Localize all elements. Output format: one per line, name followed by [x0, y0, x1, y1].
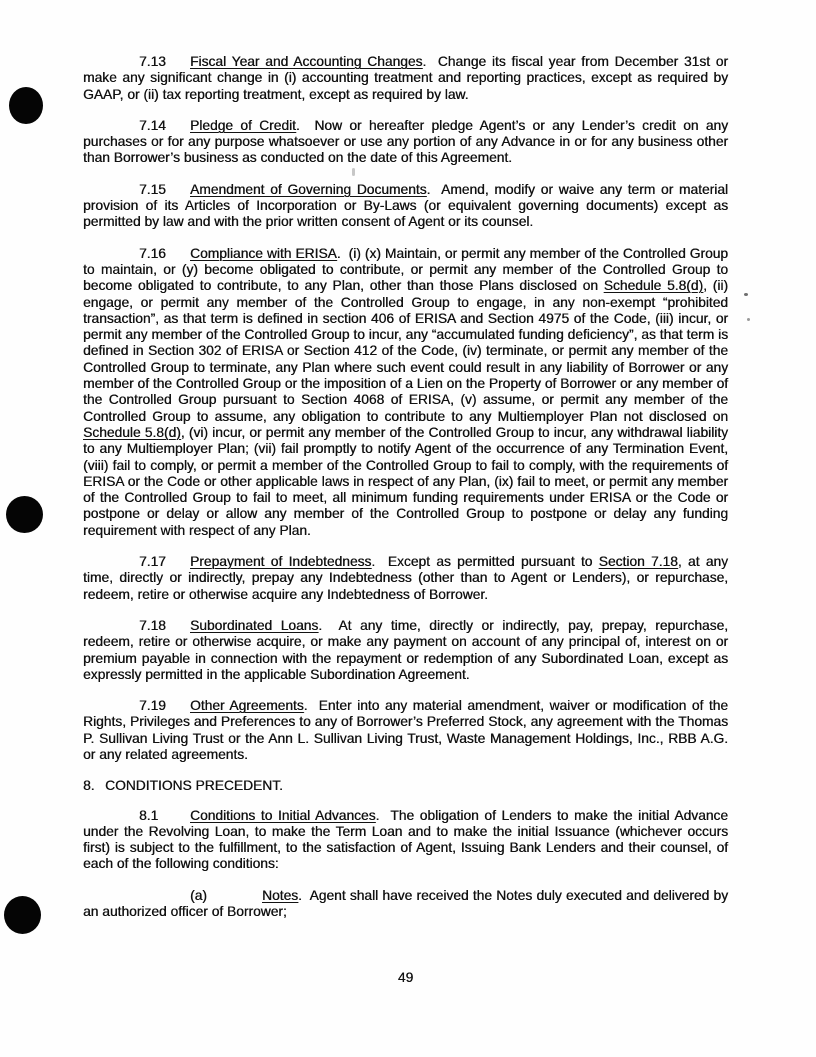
hole-punch-mark-bottom [4, 896, 41, 934]
subsection-body-text: . Agent shall have received the Notes duly executed and delivered by an authorized officer of Borrower; [83, 887, 728, 920]
subsection-paragraph-a [83, 888, 728, 921]
section-body-text: . Enter into any material amendment, waiver or modification of the Rights, Privileges and Preferences to any of Borrower’s Preferred Stock, any agreement with the Thomas P. Sullivan Living Trust or the Ann L. Sullivan Living Trust, Waste Management Holdings, Inc., RBB A.G. or any related agreements. [83, 698, 729, 762]
section-heading: Compliance with ERISA [190, 245, 337, 261]
section-paragraph-8-1 [83, 808, 728, 873]
section-body-text: . (i) (x) Maintain, or permit any member of the Controlled Group to maintain, or (y) become obligated to contribute, or permit any member of the Controlled Group to become obligated to contribute, to any Plan, other than those Plans disclosed on [83, 245, 728, 294]
section-number: 7.19 [139, 698, 166, 714]
section-body-text: . Amend, modify or waive any term or material provision of its Articles of Incorporation or By-Laws (or equivalent governing documents) except as permitted by law and with the prior written consent of Agent or its counsel. [83, 181, 728, 230]
section-body-text: , (vi) incur, or permit any member of the Controlled Group to incur, any withdrawal liability to any Multiemployer Plan; (vii) fail promptly to notify Agent of the occurrence of any Termination Event, (viii) fail to comply, or permit a member of the Controlled Group to fail to comply, with the requirements of ERISA or the Code or other applicable laws in respect of any Plan, (ix) fail to meet, or permit any member of the Controlled Group to fail to meet, all minimum funding requirements under ERISA or the Code or postpone or delay or allow any member of the Controlled Group to postpone or delay any funding requirement with respect of any Plan. [83, 424, 728, 538]
page-number: 49 [397, 970, 414, 985]
section-heading: Prepayment of Indebtedness [190, 554, 372, 570]
section-heading: Amendment of Governing Documents [190, 181, 427, 197]
section-body-text: . At any time, directly or indirectly, pay, prepay, repurchase, redeem, retire or otherwise acquire, or make any payment on account of any principal of, interest on or premium payable in connection with the repayment or redemption of any Subordinated Loan, except as expressly permitted in the applicable Subordination Agreement. [83, 617, 728, 682]
section-number: 7.17 [139, 554, 166, 570]
section-number: 7.16 [139, 245, 166, 261]
section-paragraph-7-14 [83, 118, 728, 167]
schedule-5-8d-reference: Schedule 5.8(d) [603, 278, 704, 294]
section-paragraph-7-17 [83, 554, 728, 603]
section-body-text: , at any time, directly or indirectly, prepay any Indebtedness (other than to Agent or Lenders), or repurchase, redeem, retire or otherwise acquire any Indebtedness of Borrower. [83, 554, 728, 602]
section-number: 7.18 [139, 617, 166, 633]
section-heading: Other Agreements [190, 698, 304, 714]
hole-punch-mark-middle [6, 496, 43, 533]
document-body [83, 54, 728, 935]
section-heading: Conditions to Initial Advances [190, 807, 376, 823]
subsection-heading: Notes [262, 887, 299, 903]
section-body-text: . Change its fiscal year from December 31st or make any significant change in (i) accounting treatment and reporting practices, except as required by GAAP, or (ii) tax reporting treatment, except as required by law. [83, 54, 728, 102]
subsection-letter: (a) [190, 887, 207, 903]
section-heading: Pledge of Credit [190, 117, 296, 133]
schedule-5-8d-reference: Schedule 5.8(d) [83, 424, 181, 440]
section-number: 8.1 [139, 807, 159, 823]
chapter-title: CONDITIONS PRECEDENT. [105, 778, 283, 794]
section-7-18-reference: Section 7.18 [598, 554, 678, 570]
section-heading: Fiscal Year and Accounting Changes [190, 54, 423, 69]
section-number: 7.14 [139, 117, 166, 133]
section-body-text: . The obligation of Lenders to make the initial Advance under the Revolving Loan, to make the Term Loan and to make the initial Issuance (whichever occurs first) is subject to the fulfillment, to the satisfaction of Agent, Issuing Bank Lenders and their counsel, of each of the following conditions: [83, 807, 728, 872]
section-paragraph-7-16 [83, 246, 728, 539]
chapter-number: 8. [83, 778, 95, 794]
section-body-text: , (ii) engage, or permit any member of the Controlled Group to engage, in any non-exempt “prohibited transaction”, as that term is defined in section 406 of ERISA and Section 4975 of the Code, (iii) incur, or permit any member of the Controlled Group to incur, any “accumulated funding deficiency”, as that term is defined in Section 302 of ERISA or Section 412 of the Code, (iv) terminate, or permit any member of the Controlled Group to terminate, any Plan where such event could result in any liability of Borrower or any member of the Controlled Group or the imposition of a Lien on the Property of Borrower or any member of the Controlled Group pursuant to Section 4068 of ERISA, (v) assume, or permit any member of the Controlled Group to assume, any obligation to contribute to any Multiemployer Plan not disclosed on [83, 278, 728, 424]
section-body-text: . Except as permitted pursuant to [371, 554, 599, 570]
section-body-text: . Now or hereafter pledge Agent’s or any Lender’s credit on any purchases or for any purpose whatsoever or use any portion of any Advance in or for any business other than Borrower’s business as conducted on the date of this Agreement. [83, 117, 728, 166]
section-number: 7.13 [139, 54, 166, 69]
hole-punch-mark-top [9, 87, 43, 124]
section-paragraph-7-19 [83, 698, 728, 763]
scan-speck [744, 293, 748, 296]
section-paragraph-7-15 [83, 182, 728, 231]
scan-speck [747, 318, 750, 321]
section-paragraph-7-13 [83, 54, 728, 103]
section-heading: Subordinated Loans [190, 617, 319, 633]
chapter-8-heading [83, 778, 728, 794]
section-paragraph-7-18 [83, 618, 728, 683]
section-number: 7.15 [139, 181, 166, 197]
